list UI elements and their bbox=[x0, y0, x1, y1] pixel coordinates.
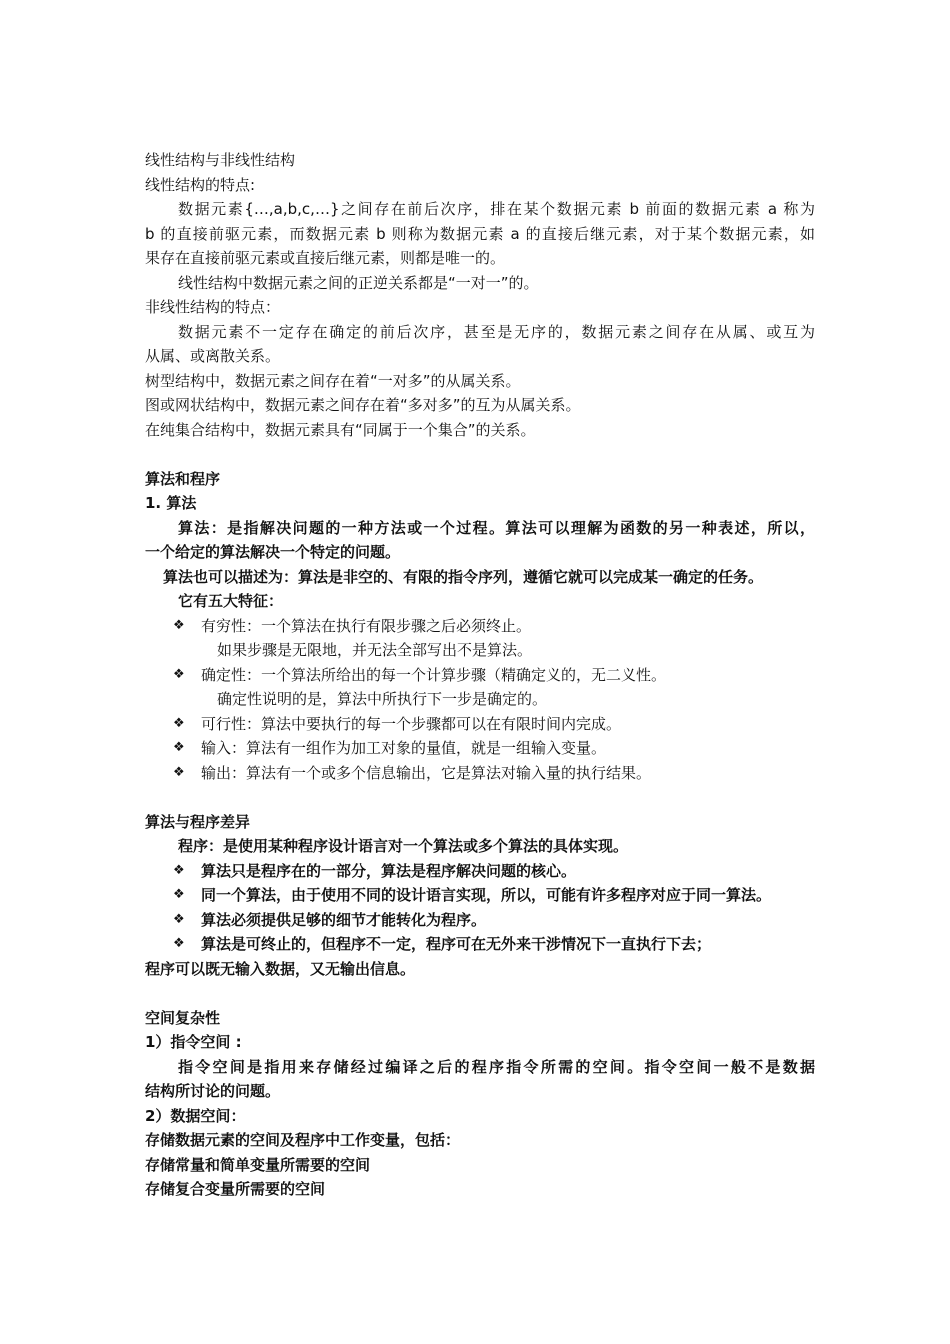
feature-output bbox=[145, 761, 815, 786]
difference-point-text: 算法必须提供足够的细节才能转化为程序。 bbox=[201, 910, 487, 929]
algorithm-def-line2: 一个给定的算法解决一个特定的问题。 bbox=[145, 543, 401, 561]
feature-text: 确定性：一个算法所给出的每一个计算步骤（精确定义的，无二义性。 bbox=[201, 665, 667, 684]
linear-para1-line3: 果存在直接前驱元素或直接后继元素，则都是唯一的。 bbox=[145, 249, 506, 267]
difference-last-line: 程序可以既无输入数据，又无输出信息。 bbox=[145, 959, 416, 978]
feature-finiteness bbox=[145, 614, 815, 639]
difference-point-text: 算法只是程序在的一部分，算法是程序解决问题的核心。 bbox=[201, 861, 577, 880]
section-title-algorithm: 算法和程序 bbox=[145, 469, 221, 488]
tree-structure-line: 树型结构中，数据元素之间存在着“一对多”的从属关系。 bbox=[145, 371, 521, 390]
difference-point-text: 算法是可终止的，但程序不一定，程序可在无外来干涉情况下一直执行下去； bbox=[201, 935, 712, 953]
difference-point bbox=[145, 932, 815, 957]
instruction-space-heading: 1）指令空间 : bbox=[145, 1033, 242, 1051]
feature-note: 如果步骤是无限地，并无法全部写出不是算法。 bbox=[217, 641, 533, 659]
nonlinear-para1-line1: 数据元素不一定存在确定的前后次序，甚至是无序的，数据元素之间存在从属、或互为 bbox=[178, 322, 815, 341]
diamond-bullet-icon: ❖ bbox=[173, 715, 185, 731]
algorithm-subheading: 1. 算法 bbox=[145, 494, 197, 512]
data-space-line: 存储复合变量所需要的空间 bbox=[145, 1180, 326, 1198]
linear-para1-line2: b 的直接前驱元素，而数据元素 b 则称为数据元素 a 的直接后继元素，对于某个数据元素，如 bbox=[145, 224, 815, 243]
graph-structure-line: 图或网状结构中，数据元素之间存在着“多对多”的互为从属关系。 bbox=[145, 396, 581, 414]
spacer bbox=[145, 981, 815, 1006]
feature-input bbox=[145, 736, 815, 761]
diamond-bullet-icon: ❖ bbox=[173, 740, 185, 755]
feature-text: 输出：算法有一个或多个信息输出，它是算法对输入量的执行结果。 bbox=[201, 763, 652, 782]
feature-definiteness bbox=[145, 663, 815, 688]
feature-text: 有穷性：一个算法在执行有限步骤之后必须终止。 bbox=[201, 616, 532, 635]
difference-point bbox=[145, 908, 815, 933]
diamond-bullet-icon: ❖ bbox=[173, 936, 185, 951]
algorithm-def-line1: 算法：是指解决问题的一种方法或一个过程。算法可以理解为函数的另一种表述，所以， bbox=[178, 518, 815, 537]
instruction-space-line2: 结构所讨论的问题。 bbox=[145, 1082, 281, 1100]
section-title-linear: 线性结构与非线性结构 bbox=[145, 151, 296, 169]
spacer bbox=[145, 442, 815, 467]
linear-features-heading: 线性结构的特点: bbox=[145, 175, 256, 194]
difference-point bbox=[145, 859, 815, 884]
diamond-bullet-icon: ❖ bbox=[173, 764, 185, 780]
instruction-space-line1: 指令空间是指用来存储经过编译之后的程序指令所需的空间。指令空间一般不是数据 bbox=[178, 1057, 815, 1076]
diamond-bullet-icon: ❖ bbox=[173, 617, 185, 633]
set-structure-line: 在纯集合结构中，数据元素具有“同属于一个集合”的关系。 bbox=[145, 420, 536, 439]
features-heading: 它有五大特征： bbox=[178, 592, 284, 610]
nonlinear-features-heading: 非线性结构的特点： bbox=[145, 298, 281, 316]
diamond-bullet-icon: ❖ bbox=[173, 862, 185, 878]
spacer bbox=[145, 785, 815, 810]
diamond-bullet-icon: ❖ bbox=[173, 911, 185, 927]
nonlinear-para1-line2: 从属、或离散关系。 bbox=[145, 347, 281, 365]
document-page bbox=[145, 148, 815, 1202]
feature-text: 可行性：算法中要执行的每一个步骤都可以在有限时间内完成。 bbox=[201, 714, 622, 733]
data-space-line: 存储数据元素的空间及程序中工作变量，包括： bbox=[145, 1131, 461, 1149]
diamond-bullet-icon: ❖ bbox=[173, 887, 185, 902]
section-title-difference: 算法与程序差异 bbox=[145, 812, 251, 831]
data-space-heading: 2）数据空间： bbox=[145, 1106, 246, 1125]
feature-text: 输入：算法有一组作为加工对象的量值，就是一组输入变量。 bbox=[201, 739, 607, 757]
linear-para2: 线性结构中数据元素之间的正逆关系都是“一对一”的。 bbox=[178, 273, 539, 292]
linear-para1-line1: 数据元素{…,a,b,c,…}之间存在前后次序，排在某个数据元素 b 前面的数据元素 a 称为 bbox=[178, 200, 815, 218]
feature-note: 确定性说明的是，算法中所执行下一步是确定的。 bbox=[217, 690, 548, 708]
program-definition: 程序：是使用某种程序设计语言对一个算法或多个算法的具体实现。 bbox=[178, 837, 629, 855]
algorithm-alt-def: 算法也可以描述为：算法是非空的、有限的指令序列，遵循它就可以完成某一确定的任务。 bbox=[163, 567, 764, 586]
feature-feasibility bbox=[145, 712, 815, 737]
data-space-line: 存储常量和简单变量所需要的空间 bbox=[145, 1155, 371, 1174]
diamond-bullet-icon: ❖ bbox=[173, 666, 185, 682]
difference-point bbox=[145, 883, 815, 908]
difference-point-text: 同一个算法，由于使用不同的设计语言实现，所以，可能有许多程序对应于同一算法。 bbox=[201, 886, 772, 904]
section-title-space: 空间复杂性 bbox=[145, 1008, 221, 1027]
